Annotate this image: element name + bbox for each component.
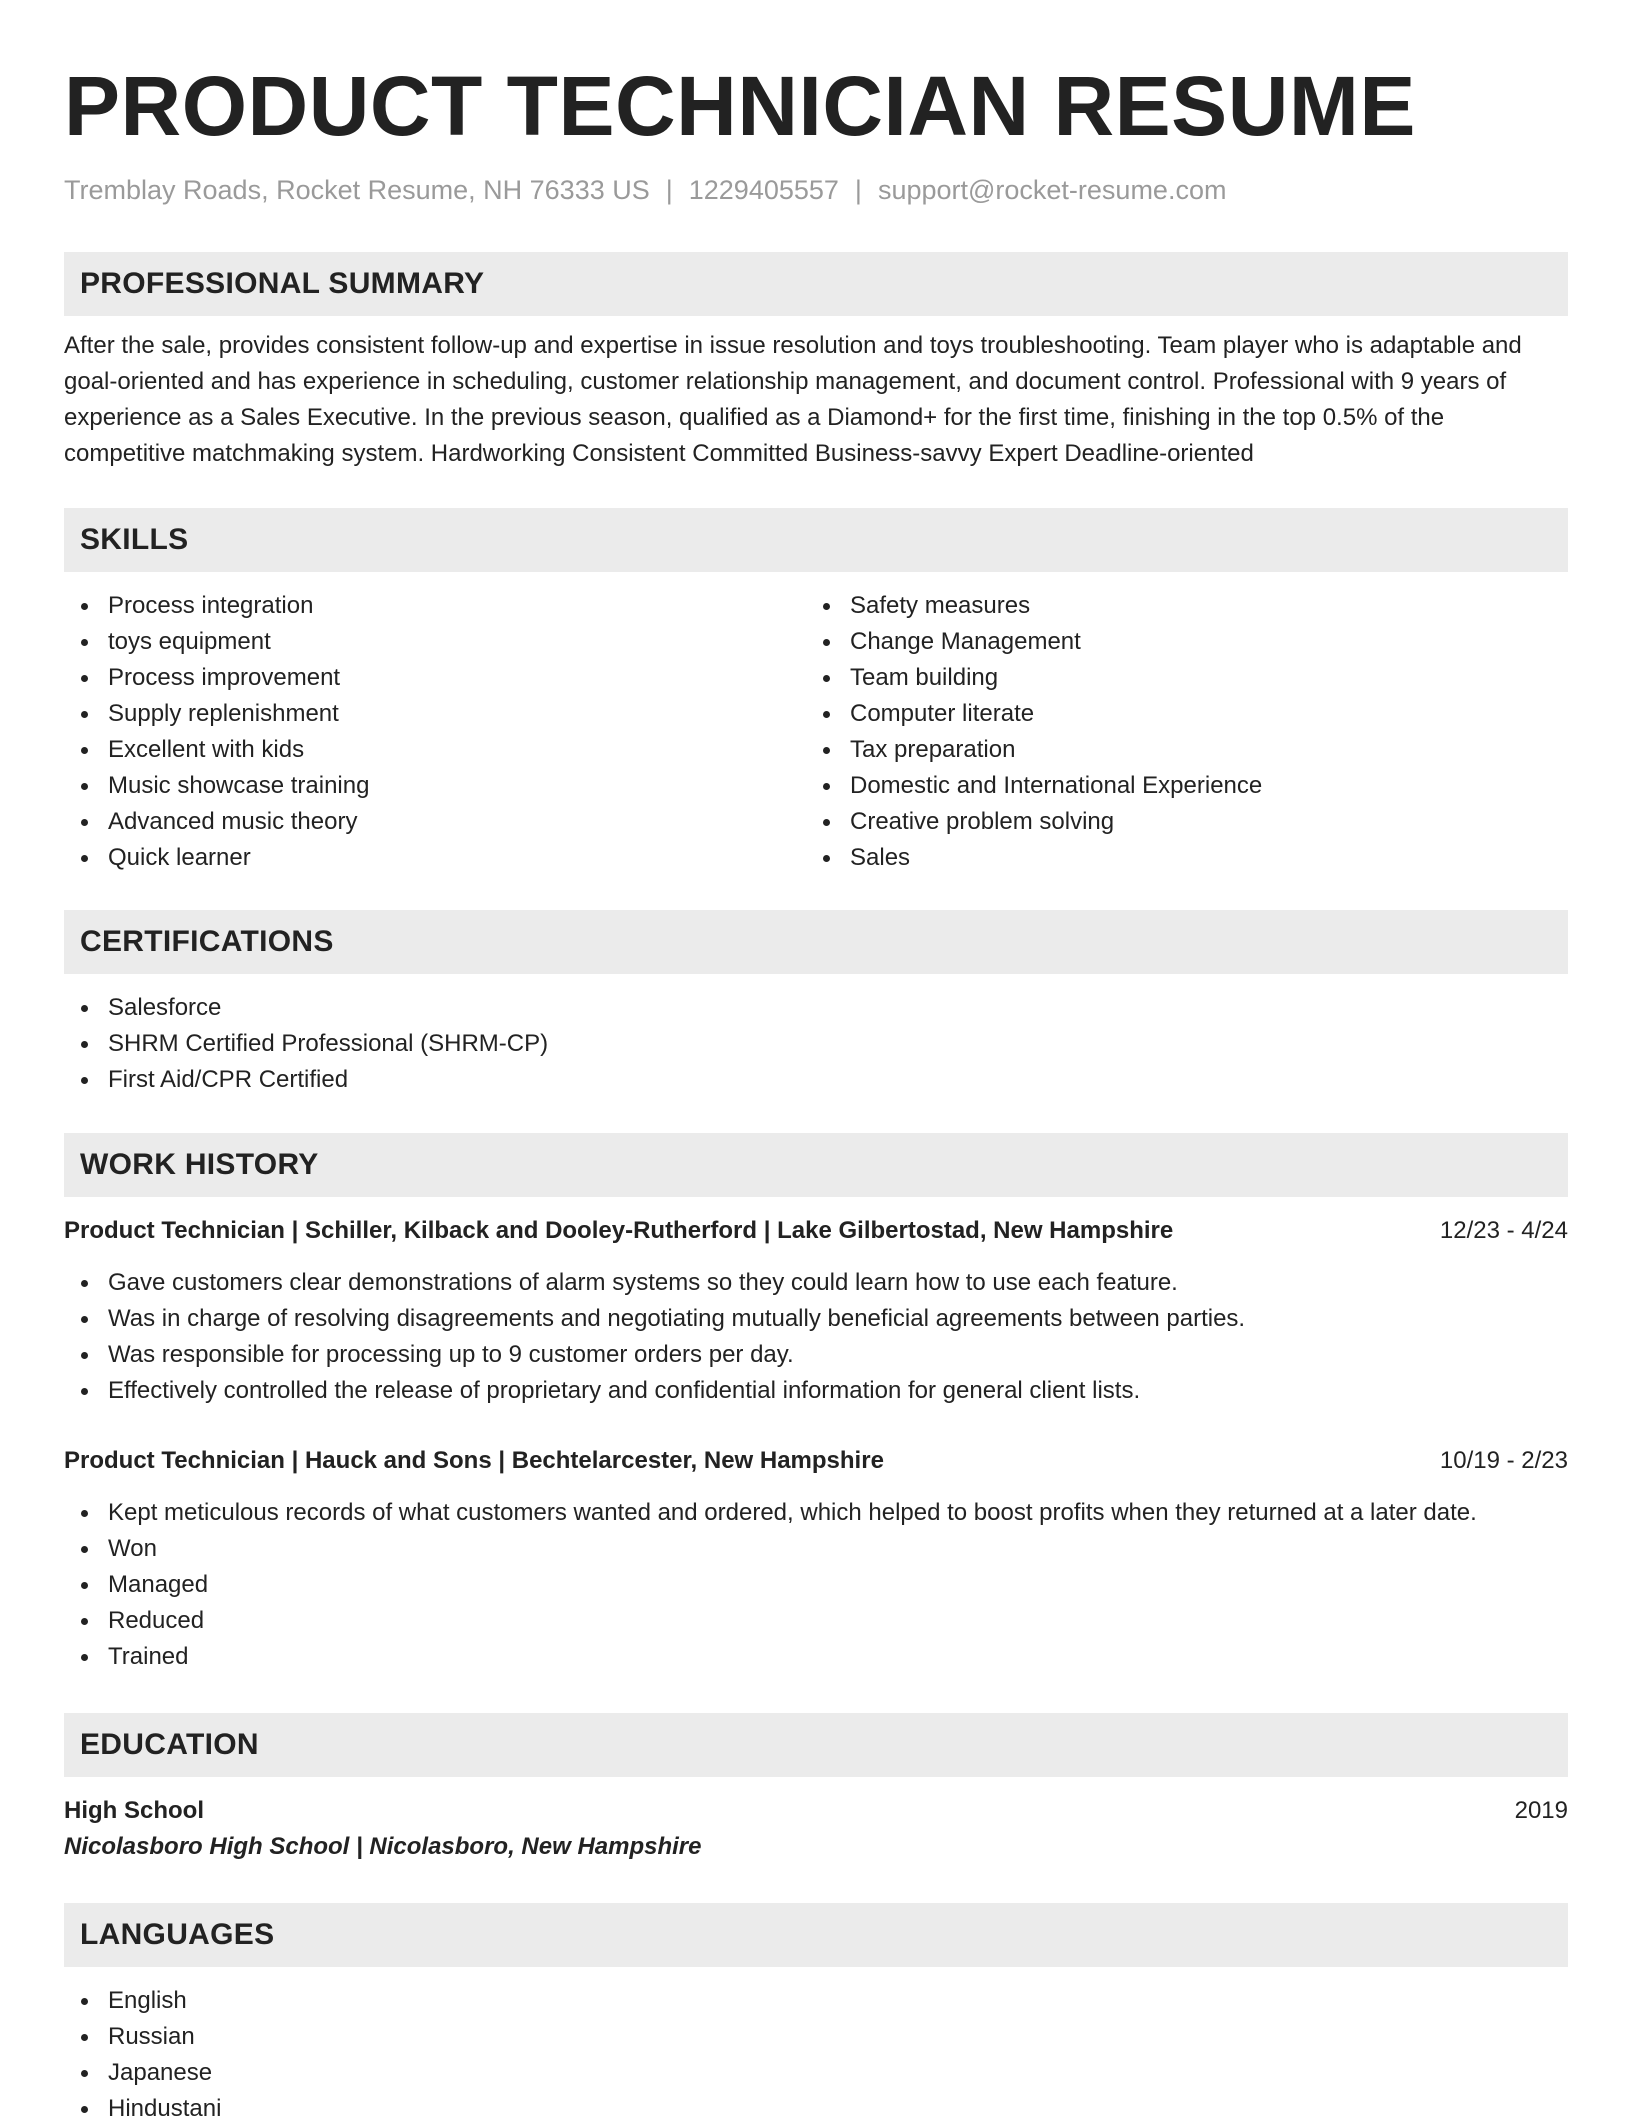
job-entry — [64, 1443, 1568, 1675]
summary-section — [64, 252, 1568, 472]
contact-line — [64, 172, 1568, 208]
skill-item: Music showcase training — [64, 768, 806, 804]
job-title: Product Technician | Schiller, Kilback and Dooley-Rutherford | Lake Gilbertostad, New Hampshire — [64, 1217, 1174, 1244]
certification-item: Salesforce — [64, 990, 1568, 1026]
contact-phone: 1229405557 — [688, 175, 839, 205]
job-dates: 12/23 - 4/24 — [1439, 1217, 1568, 1244]
job-bullet: Trained — [64, 1639, 1568, 1675]
contact-separator: | — [854, 175, 862, 205]
summary-text: After the sale, provides consistent follow-up and expertise in issue resolution and toys troubleshooting. Team player who is adaptable and goal-oriented and has experience in scheduling, customer relationship management, and document control. Professional with 9 years of experience as a Sales Executive. In the previous season, qualified as a Diamond+ for the first time, finishing in the top 0.5% of the competitive matchmaking system. Hardworking Consistent Committed Business-savvy Expert Deadline-oriented — [64, 332, 1522, 467]
work-history-section — [64, 1133, 1568, 1675]
resume-title: PRODUCT TECHNICIAN RESUME — [64, 59, 1416, 153]
section-heading: SKILLS — [64, 508, 1568, 572]
skill-item: Domestic and International Experience — [806, 768, 1548, 804]
resume-page — [64, 0, 1568, 2122]
certification-item: SHRM Certified Professional (SHRM-CP) — [64, 1026, 1568, 1062]
job-bullet: Managed — [64, 1567, 1568, 1603]
section-heading: CERTIFICATIONS — [64, 910, 1568, 974]
skills-column-right — [806, 572, 1548, 876]
skills-columns — [64, 572, 1568, 876]
language-item: Japanese — [64, 2055, 1568, 2091]
skill-item: Tax preparation — [806, 732, 1548, 768]
job-bullet: Was responsible for processing up to 9 customer orders per day. — [64, 1337, 1568, 1373]
contact-address: Tremblay Roads, Rocket Resume, NH 76333 US — [64, 175, 650, 205]
language-item: Russian — [64, 2019, 1568, 2055]
languages-section — [64, 1903, 1568, 2127]
skill-item: Creative problem solving — [806, 804, 1548, 840]
section-heading: PROFESSIONAL SUMMARY — [64, 252, 1568, 316]
education-school: Nicolasboro High School | Nicolasboro, New Hampshire — [64, 1833, 702, 1860]
certifications-section — [64, 910, 1568, 1098]
contact-separator: | — [665, 175, 673, 205]
job-bullet: Was in charge of resolving disagreements and negotiating mutually beneficial agreements between parties. — [64, 1301, 1568, 1337]
education-degree: High School — [64, 1797, 204, 1824]
education-section — [64, 1713, 1568, 1865]
section-heading: EDUCATION — [64, 1713, 1568, 1777]
job-bullet: Effectively controlled the release of proprietary and confidential information for general client lists. — [64, 1373, 1568, 1409]
job-entry — [64, 1213, 1568, 1409]
skill-item: Process integration — [64, 588, 806, 624]
job-dates: 10/19 - 2/23 — [1439, 1447, 1568, 1474]
skill-item: Excellent with kids — [64, 732, 806, 768]
skill-item: Safety measures — [806, 588, 1548, 624]
skill-item: Quick learner — [64, 840, 806, 876]
job-bullet: Gave customers clear demonstrations of alarm systems so they could learn how to use each feature. — [64, 1265, 1568, 1301]
job-bullet: Reduced — [64, 1603, 1568, 1639]
skill-item: Advanced music theory — [64, 804, 806, 840]
language-item: Hindustani — [64, 2091, 1568, 2127]
education-header — [64, 1793, 1568, 1829]
skill-item: Change Management — [806, 624, 1548, 660]
job-header — [64, 1213, 1568, 1249]
skill-item: Supply replenishment — [64, 696, 806, 732]
skill-item: Sales — [806, 840, 1548, 876]
job-header — [64, 1443, 1568, 1479]
skill-item: toys equipment — [64, 624, 806, 660]
section-heading: LANGUAGES — [64, 1903, 1568, 1967]
certification-item: First Aid/CPR Certified — [64, 1062, 1568, 1098]
contact-email[interactable]: support@rocket-resume.com — [877, 175, 1227, 205]
education-year: 2019 — [1514, 1797, 1568, 1824]
skill-item: Team building — [806, 660, 1548, 696]
job-bullet: Kept meticulous records of what customers wanted and ordered, which helped to boost profits when they returned at a later date. — [64, 1495, 1568, 1531]
skills-section — [64, 508, 1568, 876]
skills-column-left — [64, 572, 806, 876]
skill-item: Process improvement — [64, 660, 806, 696]
job-bullet: Won — [64, 1531, 1568, 1567]
language-item: English — [64, 1983, 1568, 2019]
section-heading: WORK HISTORY — [64, 1133, 1568, 1197]
skill-item: Computer literate — [806, 696, 1548, 732]
job-title: Product Technician | Hauck and Sons | Bechtelarcester, New Hampshire — [64, 1447, 884, 1474]
